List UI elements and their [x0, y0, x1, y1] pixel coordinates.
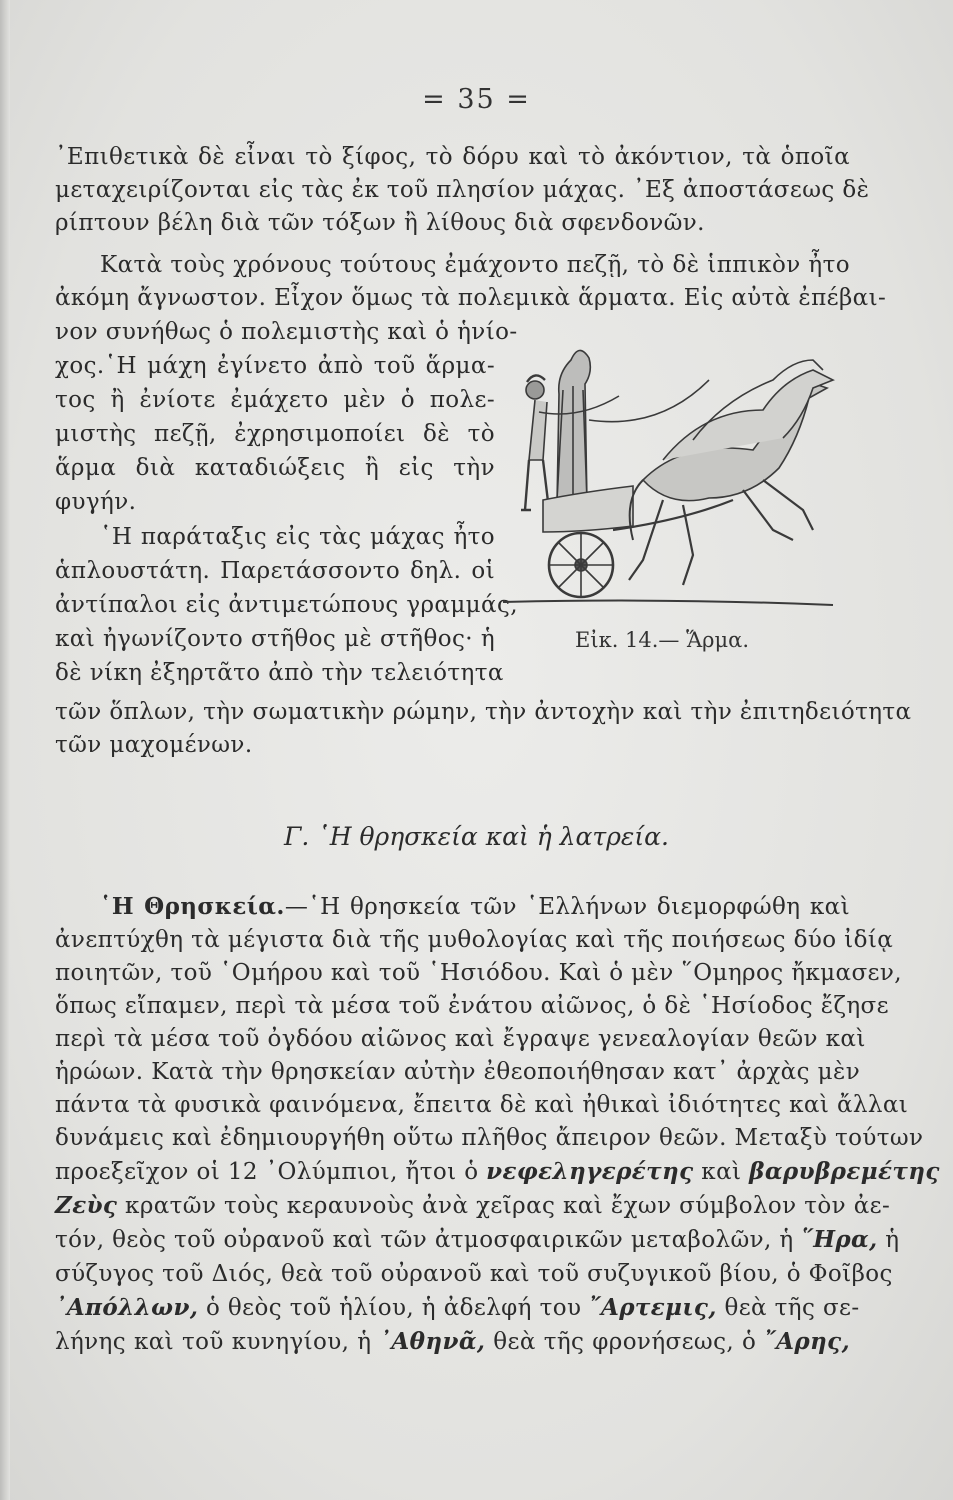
text-line: ποιητῶν, τοῦ ῾Ομήρου καὶ τοῦ ῾Ησιόδου. Καὶ ὁ μὲν ῞Ομηρος ἤκμασεν, [55, 960, 902, 986]
text-line: ἅρμα διὰ καταδιώξεις ἢ εἰς τὴν [55, 455, 495, 481]
figure-caption: Εἰκ. 14.— Ἅρμα. [575, 628, 749, 652]
text-line: ἀνεπτύχθη τὰ μέγιστα διὰ τῆς μυθολογίας καὶ τῆς ποιήσεως δύο ἰδίᾳ [55, 927, 894, 953]
god-athena: ᾿Αθηνᾶ, [379, 1328, 486, 1355]
text-line: ἀκόμη ἄγνωστον. Εἶχον ὅμως τὰ πολεμικὰ ἅρματα. Εἰς αὐτὰ ἐπέβαι- [55, 285, 887, 311]
god-hera: ῞Ηρα, [801, 1226, 878, 1253]
text-line: ῾Η παράταξις εἰς τὰς μάχας ἦτο [100, 524, 495, 550]
text-span: ἡ [877, 1227, 900, 1253]
text-line: νον συνήθως ὁ πολεμιστὴς καὶ ὁ ἡνίο- [55, 319, 518, 345]
religion-line-9 [55, 1157, 940, 1187]
religion-line-13 [55, 1293, 860, 1323]
god-zeus: Ζεὺς [55, 1192, 118, 1219]
religion-line-14 [55, 1327, 850, 1357]
text-span: καὶ [693, 1159, 750, 1185]
page-number: = 35 = [422, 84, 531, 115]
text-line: καὶ ἠγωνίζοντο στῆθος μὲ στῆθος· ἡ [55, 626, 495, 652]
section-title: Γ. ῾Η θρησκεία καὶ ἡ λατρεία. [284, 822, 669, 851]
text-line: περὶ τὰ μέσα τοῦ ὀγδόου αἰῶνος καὶ ἔγραψε γενεαλογίαν θεῶν καὶ [55, 1026, 866, 1052]
text-line: ᾿Επιθετικὰ δὲ εἶναι τὸ ξίφος, τὸ δόρυ καὶ τὸ ἀκόντιον, τὰ ὁποῖα [55, 144, 850, 170]
chariot-illustration [493, 330, 843, 620]
religion-lead: ῾Η Θρησκεία. [100, 893, 285, 920]
epithet-nefeligeretis: νεφεληγερέτης [486, 1158, 694, 1185]
text-line: δὲ νίκη ἐξηρτᾶτο ἀπὸ τὴν τελειότητα [55, 660, 504, 686]
text-line: φυγήν. [55, 489, 137, 515]
text-span: ὁ θεὸς τοῦ ἡλίου, ἡ ἀδελφή του [198, 1295, 590, 1321]
text-span: κρατῶν τοὺς κεραυνοὺς ἀνὰ χεῖρας καὶ ἔχων σύμβολον τὸν ἀε- [117, 1193, 891, 1219]
text-line: χος.῾Η μάχη ἐγίνετο ἀπὸ τοῦ ἅρμα- [55, 353, 495, 379]
text-line: τῶν ὅπλων, τὴν σωματικὴν ρώμην, τὴν ἀντοχὴν καὶ τὴν ἐπιτηδειότητα [55, 699, 912, 725]
text-line: τος ἢ ἐνίοτε ἐμάχετο μὲν ὁ πολε- [55, 387, 495, 413]
religion-line-11 [55, 1225, 900, 1255]
text-span: λήνης καὶ τοῦ κυνηγίου, ἡ [55, 1329, 380, 1355]
text-line: ἀντίπαλοι εἰς ἀντιμετώπους γραμμάς, [55, 592, 518, 618]
text-line: μεταχειρίζονται εἰς τὰς ἐκ τοῦ πλησίον μάχας. ᾿Εξ ἀποστάσεως δὲ [55, 177, 870, 203]
text-line: δυνάμεις καὶ ἐδημιουργήθη οὕτω πλῆθος ἄπειρον θεῶν. Μεταξὺ τούτων [55, 1125, 924, 1151]
text-line: ὅπως εἴπαμεν, περὶ τὰ μέσα τοῦ ἐνάτου αἰῶνος, ὁ δὲ ῾Ησίοδος ἔζησε [55, 993, 889, 1019]
text-span: προεξεῖχον οἱ 12 ᾿Ολύμπιοι, ἤτοι ὁ [55, 1159, 487, 1185]
god-artemis: ῎Αρτεμις, [589, 1294, 717, 1321]
religion-line-12: σύζυγος τοῦ Διός, θεὰ τοῦ οὐρανοῦ καὶ τοῦ συζυγικοῦ βίου, ὁ Φοῖβος [55, 1261, 893, 1287]
text-line: ρίπτουν βέλη διὰ τῶν τόξων ἢ λίθους διὰ σφενδονῶν. [55, 210, 705, 236]
text-line: πάντα τὰ φυσικὰ φαινόμενα, ἔπειτα δὲ καὶ ἠθικαὶ ἰδιότητες καὶ ἄλλαι [55, 1092, 909, 1118]
religion-line-1 [55, 892, 850, 922]
text-span: τόν, θεὸς τοῦ οὐρανοῦ καὶ τῶν ἀτμοσφαιρικῶν μεταβολῶν, ἡ [55, 1227, 802, 1253]
god-ares: ῎Αρης, [764, 1328, 850, 1355]
religion-line-10 [55, 1191, 891, 1221]
text-line: Κατὰ τοὺς χρόνους τούτους ἐμάχοντο πεζῇ, τὸ δὲ ἱππικὸν ἦτο [100, 252, 850, 278]
god-apollo: ᾿Απόλλων, [55, 1294, 199, 1321]
text-line: ἡρώων. Κατὰ τὴν θρησκείαν αὐτὴν ἐθεοποιήθησαν κατ᾿ ἀρχὰς μὲν [55, 1059, 861, 1085]
text-line: ἁπλουστάτη. Παρετάσσοντο δηλ. οἱ [55, 558, 495, 584]
text-span: θεὰ τῆς φρονήσεως, ὁ [485, 1329, 765, 1355]
religion-line-1-rest: —῾Η θρησκεία τῶν ῾Ελλήνων διεμορφώθη καὶ [284, 894, 851, 920]
text-span: θεὰ τῆς σε- [716, 1295, 860, 1321]
page-edge [0, 0, 10, 1500]
text-line: τῶν μαχομένων. [55, 732, 253, 758]
text-line: μιστὴς πεζῇ, ἐχρησιμοποίει δὲ τὸ [55, 421, 495, 447]
epithet-varyvremetis: βαρυβρεμέτης [749, 1158, 940, 1185]
